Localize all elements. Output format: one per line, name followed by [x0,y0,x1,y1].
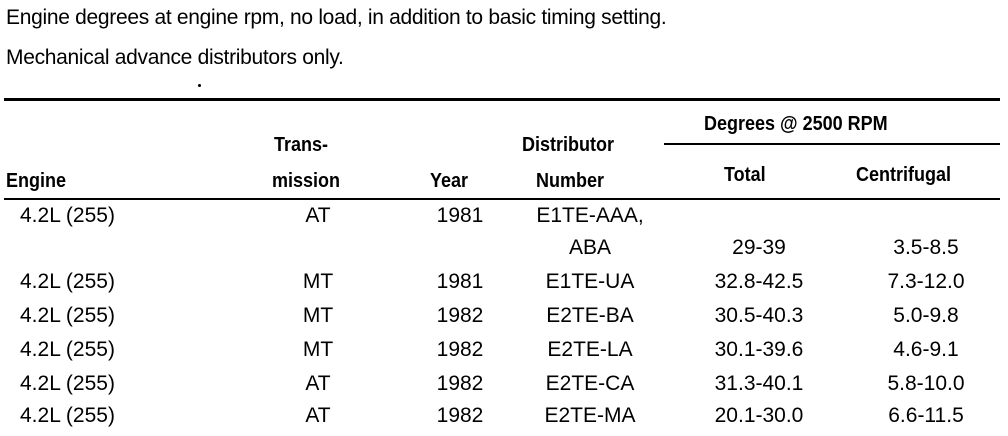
cell-year: 1982 [436,372,484,395]
cell-distributor: E2TE-CA [545,372,635,395]
intro-line-2: Mechanical advance distributors only. [6,46,344,69]
cell-year: 1982 [436,304,484,327]
header-group-rule [664,143,1000,145]
cell-distributor: ABA [568,236,612,259]
cell-engine: 4.2L (255) [20,270,115,293]
cell-transmission: MT [302,338,334,361]
table-row [0,338,1008,362]
header-total: Total [724,164,766,186]
table-row [0,204,1008,228]
cell-distributor: E2TE-LA [547,338,633,361]
cell-total: 31.3-40.1 [714,372,804,395]
cell-engine: 4.2L (255) [20,372,115,395]
table-top-rule [4,98,1000,101]
cell-total: 29-39 [732,236,786,259]
cell-total: 20.1-30.0 [714,404,804,427]
cell-transmission: AT [305,204,331,227]
header-engine: Engine [6,170,67,192]
header-distributor-1: Distributor [522,134,614,156]
cell-centrifugal: 5.8-10.0 [887,372,965,395]
cell-transmission: AT [305,404,331,427]
cell-centrifugal: 5.0-9.8 [893,304,959,327]
cell-engine: 4.2L (255) [20,304,115,327]
cell-engine: 4.2L (255) [20,338,115,361]
header-transmission-2: mission [272,170,341,192]
cell-transmission: MT [302,304,334,327]
cell-distributor: E2TE-MA [544,404,636,427]
table-row [0,236,1008,260]
table-row [0,404,1008,428]
table-row [0,304,1008,328]
cell-transmission: MT [302,270,334,293]
header-transmission-1: Trans- [274,134,329,156]
header-degrees-group: Degrees @ 2500 RPM [704,113,888,135]
cell-year: 1982 [436,338,484,361]
stray-dot [198,84,201,87]
cell-year: 1982 [436,404,484,427]
cell-year: 1981 [436,270,484,293]
cell-distributor: E2TE-BA [546,304,634,327]
table-row [0,372,1008,396]
intro-line-1: Engine degrees at engine rpm, no load, in addition to basic timing setting. [6,6,667,29]
cell-engine: 4.2L (255) [20,204,115,227]
cell-engine: 4.2L (255) [20,404,115,427]
cell-centrifugal: 6.6-11.5 [888,404,964,427]
cell-year: 1981 [436,204,484,227]
header-year: Year [430,170,469,192]
cell-centrifugal: 4.6-9.1 [893,338,959,361]
cell-centrifugal: 3.5-8.5 [893,236,959,259]
cell-centrifugal: 7.3-12.0 [887,270,965,293]
table-row [0,270,1008,294]
cell-distributor: E1TE-UA [545,270,635,293]
cell-total: 30.5-40.3 [714,304,804,327]
cell-total: 32.8-42.5 [714,270,804,293]
cell-distributor: E1TE-AAA, [536,204,644,227]
header-distributor-2: Number [536,170,605,192]
cell-transmission: AT [305,372,331,395]
header-centrifugal: Centrifugal [856,164,952,186]
table-header-rule [4,198,1000,200]
cell-total: 30.1-39.6 [714,338,804,361]
